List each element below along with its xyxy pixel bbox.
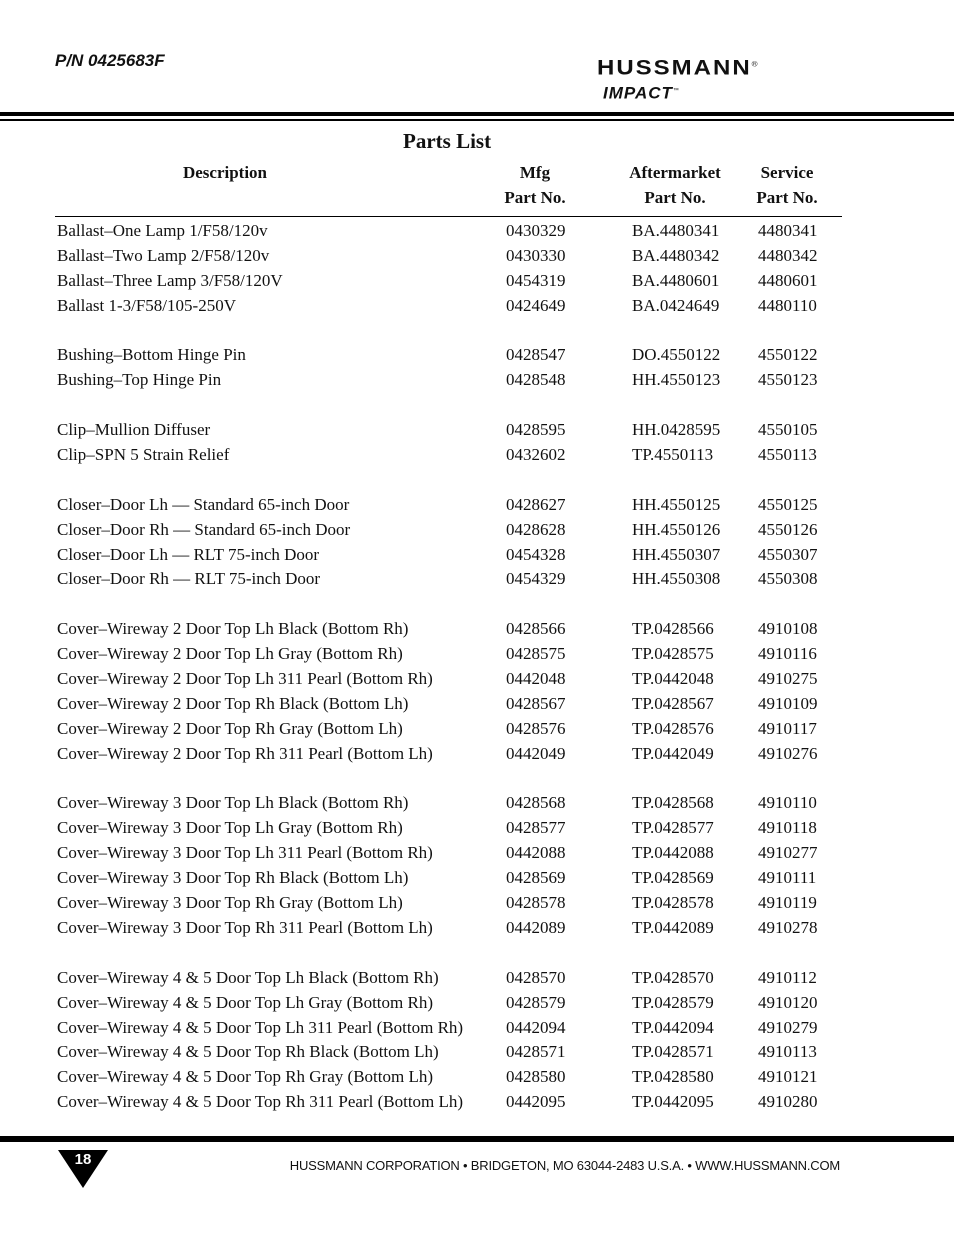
cell-description: Cover–Wireway 4 & 5 Door Top Lh 311 Pearl (Bottom Rh)	[57, 1017, 464, 1037]
parts-table-body	[0, 219, 954, 1115]
cell-aftermarket-part-no: BA.4480601	[632, 270, 720, 290]
cell-mfg-part-no: 0428580	[506, 1067, 566, 1087]
table-row	[0, 543, 954, 568]
table-row	[0, 916, 954, 941]
cell-description: Cover–Wireway 4 & 5 Door Top Lh Black (Bottom Rh)	[57, 967, 439, 987]
cell-aftermarket-part-no: HH.4550308	[632, 569, 721, 589]
column-header-mfg	[490, 160, 580, 210]
cell-mfg-part-no: 0442095	[506, 1092, 566, 1112]
cell-mfg-part-no: 0442088	[506, 843, 566, 863]
cell-service-part-no: 4910278	[758, 917, 818, 937]
table-row	[0, 418, 954, 443]
table-row	[0, 717, 954, 742]
cell-service-part-no: 4480341	[758, 221, 818, 240]
cell-aftermarket-part-no: TP.0428566	[632, 619, 714, 639]
cell-description: Cover–Wireway 2 Door Top Rh Black (Bottom Lh)	[57, 693, 409, 713]
cell-service-part-no: 4910120	[758, 992, 818, 1012]
table-row	[0, 269, 954, 294]
cell-mfg-part-no: 0428578	[506, 893, 566, 913]
cell-service-part-no: 4910109	[758, 693, 818, 713]
cell-service-part-no: 4910118	[758, 818, 817, 838]
cell-service-part-no: 4550113	[758, 445, 817, 465]
cell-mfg-part-no: 0442094	[506, 1017, 566, 1037]
cell-service-part-no: 4910277	[758, 843, 818, 863]
cell-description: Ballast–Two Lamp 2/F58/120v	[57, 245, 270, 265]
cell-mfg-part-no: 0428575	[506, 644, 566, 664]
cell-aftermarket-part-no: TP.0428568	[632, 793, 714, 813]
column-header-mfg-line2: Part No.	[504, 188, 566, 207]
group-spacer	[0, 767, 954, 792]
header-rule-thin	[0, 119, 954, 121]
table-row	[0, 294, 954, 319]
logo-wordmark: HUSSMANN®	[597, 55, 760, 81]
cell-service-part-no: 4550126	[758, 519, 818, 539]
cell-description: Cover–Wireway 3 Door Top Lh Black (Bottom Rh)	[57, 793, 409, 813]
part-number: P/N 0425683F	[55, 51, 165, 70]
cell-mfg-part-no: 0428571	[506, 1042, 566, 1062]
table-row	[0, 617, 954, 642]
table-row	[0, 1016, 954, 1041]
cell-aftermarket-part-no: TP.0442088	[632, 843, 714, 863]
cell-description: Cover–Wireway 2 Door Top Lh Black (Bottom Rh)	[57, 619, 409, 639]
cell-mfg-part-no: 0428568	[506, 793, 566, 813]
cell-service-part-no: 4910280	[758, 1092, 818, 1112]
cell-description: Closer–Door Lh — Standard 65-inch Door	[57, 494, 350, 514]
table-row	[0, 567, 954, 592]
footer-rule	[0, 1136, 954, 1142]
cell-aftermarket-part-no: TP.0428567	[632, 693, 714, 713]
cell-aftermarket-part-no: TP.0428575	[632, 644, 714, 664]
cell-aftermarket-part-no: TP.0442089	[632, 917, 714, 937]
group-spacer	[0, 468, 954, 493]
cell-service-part-no: 4550122	[758, 345, 818, 365]
table-row	[0, 667, 954, 692]
cell-service-part-no: 4480110	[758, 295, 817, 315]
cell-mfg-part-no: 0428570	[506, 967, 566, 987]
cell-description: Closer–Door Rh — RLT 75-inch Door	[57, 569, 321, 589]
cell-description: Cover–Wireway 3 Door Top Rh 311 Pearl (Bottom Lh)	[57, 917, 433, 937]
cell-mfg-part-no: 0428576	[506, 718, 566, 738]
cell-service-part-no: 4910111	[758, 868, 817, 888]
cell-aftermarket-part-no: TP.0428579	[632, 992, 714, 1012]
cell-service-part-no: 4550308	[758, 569, 818, 589]
logo-subbrand: IMPACT™	[603, 83, 680, 103]
table-row	[0, 692, 954, 717]
cell-description: Cover–Wireway 3 Door Top Lh 311 Pearl (Bottom Rh)	[57, 843, 433, 863]
cell-description: Clip–SPN 5 Strain Relief	[57, 445, 230, 465]
cell-service-part-no: 4550105	[758, 420, 818, 440]
cell-aftermarket-part-no: TP.0428576	[632, 718, 714, 738]
cell-mfg-part-no: 0428547	[506, 345, 566, 365]
cell-description: Cover–Wireway 3 Door Top Rh Black (Bottom Lh)	[57, 868, 409, 888]
page-number: 18	[74, 1151, 92, 1168]
table-row	[0, 841, 954, 866]
cell-aftermarket-part-no: TP.0442095	[632, 1092, 714, 1112]
cell-aftermarket-part-no: TP.0428569	[632, 868, 714, 888]
cell-aftermarket-part-no: TP.0442094	[632, 1017, 714, 1037]
cell-mfg-part-no: 0428595	[506, 420, 566, 440]
cell-mfg-part-no: 0428548	[506, 370, 566, 390]
cell-description: Bushing–Bottom Hinge Pin	[57, 345, 246, 365]
cell-service-part-no: 4910119	[758, 893, 817, 913]
table-row	[0, 891, 954, 916]
cell-mfg-part-no: 0428577	[506, 818, 566, 838]
cell-mfg-part-no: 0454328	[506, 544, 566, 564]
cell-description: Cover–Wireway 4 & 5 Door Top Rh Gray (Bottom Lh)	[57, 1067, 434, 1087]
table-row	[0, 991, 954, 1016]
column-header-aftermarket	[620, 160, 730, 210]
column-header-service-line2: Part No.	[756, 188, 818, 207]
cell-mfg-part-no: 0428567	[506, 693, 566, 713]
cell-aftermarket-part-no: TP.0442049	[632, 743, 714, 763]
table-row	[0, 791, 954, 816]
hussmann-impact-logo	[597, 54, 797, 103]
cell-aftermarket-part-no: HH.4550123	[632, 370, 721, 390]
cell-mfg-part-no: 0432602	[506, 445, 566, 465]
column-header-service-line1: Service	[760, 163, 814, 182]
table-row	[0, 343, 954, 368]
cell-description: Ballast 1-3/F58/105-250V	[57, 295, 236, 315]
cell-mfg-part-no: 0442089	[506, 917, 566, 937]
cell-mfg-part-no: 0428628	[506, 519, 566, 539]
cell-description: Ballast–Three Lamp 3/F58/120V	[57, 270, 283, 290]
cell-service-part-no: 4910117	[758, 718, 817, 738]
cell-service-part-no: 4550125	[758, 494, 818, 514]
cell-description: Cover–Wireway 4 & 5 Door Top Rh 311 Pearl (Bottom Lh)	[57, 1092, 464, 1112]
cell-service-part-no: 4480342	[758, 245, 818, 265]
cell-description: Closer–Door Lh — RLT 75-inch Door	[57, 544, 320, 564]
cell-mfg-part-no: 0442049	[506, 743, 566, 763]
table-row	[0, 1040, 954, 1065]
table-row	[0, 518, 954, 543]
cell-mfg-part-no: 0430330	[506, 245, 566, 265]
table-row	[0, 368, 954, 393]
column-header-aftermarket-line2: Part No.	[644, 188, 706, 207]
cell-mfg-part-no: 0454329	[506, 569, 566, 589]
cell-description: Cover–Wireway 2 Door Top Lh 311 Pearl (Bottom Rh)	[57, 669, 433, 689]
cell-service-part-no: 4550307	[758, 544, 818, 564]
table-row	[0, 866, 954, 891]
cell-aftermarket-part-no: TP.0428578	[632, 893, 714, 913]
cell-aftermarket-part-no: BA.4480342	[632, 245, 720, 265]
group-spacer	[0, 319, 954, 344]
footer-company-line: HUSSMANN CORPORATION • BRIDGETON, MO 63044-2483 U.S.A. • WWW.HUSSMANN.COM	[289, 1158, 840, 1173]
cell-description: Cover–Wireway 2 Door Top Rh 311 Pearl (Bottom Lh)	[57, 743, 433, 763]
cell-aftermarket-part-no: TP.0442048	[632, 669, 714, 689]
group-spacer	[0, 941, 954, 966]
cell-service-part-no: 4550123	[758, 370, 818, 390]
cell-aftermarket-part-no: HH.4550126	[632, 519, 721, 539]
cell-description: Bushing–Top Hinge Pin	[57, 370, 222, 390]
cell-mfg-part-no: 0454319	[506, 270, 566, 290]
cell-mfg-part-no: 0442048	[506, 669, 566, 689]
table-row	[0, 966, 954, 991]
cell-mfg-part-no: 0424649	[506, 295, 566, 315]
cell-aftermarket-part-no: TP.0428571	[632, 1042, 714, 1062]
cell-service-part-no: 4910276	[758, 743, 818, 763]
column-header-service	[742, 160, 832, 210]
cell-aftermarket-part-no: HH.4550125	[632, 494, 721, 514]
cell-service-part-no: 4910113	[758, 1042, 817, 1062]
cell-mfg-part-no: 0428569	[506, 868, 566, 888]
cell-service-part-no: 4910121	[758, 1067, 818, 1087]
cell-aftermarket-part-no: BA.0424649	[632, 295, 720, 315]
cell-mfg-part-no: 0428579	[506, 992, 566, 1012]
cell-description: Cover–Wireway 2 Door Top Lh Gray (Bottom Rh)	[57, 644, 403, 664]
column-header-mfg-line1: Mfg	[519, 163, 551, 182]
table-row	[0, 244, 954, 269]
cell-mfg-part-no: 0428627	[506, 494, 566, 514]
header-underline	[55, 216, 842, 217]
cell-aftermarket-part-no: HH.0428595	[632, 420, 721, 440]
cell-service-part-no: 4910116	[758, 644, 817, 664]
cell-description: Clip–Mullion Diffuser	[57, 420, 211, 440]
group-spacer	[0, 592, 954, 617]
cell-service-part-no: 4910275	[758, 669, 818, 689]
table-row	[0, 443, 954, 468]
cell-description: Ballast–One Lamp 1/F58/120v	[57, 221, 268, 240]
cell-service-part-no: 4910108	[758, 619, 818, 639]
table-row	[0, 642, 954, 667]
table-row	[0, 219, 954, 244]
cell-aftermarket-part-no: TP.0428570	[632, 967, 714, 987]
cell-mfg-part-no: 0430329	[506, 221, 566, 240]
cell-aftermarket-part-no: TP.0428580	[632, 1067, 714, 1087]
page-title: Parts List	[403, 129, 492, 153]
table-row	[0, 1090, 954, 1115]
header-rule-thick	[0, 112, 954, 116]
column-header-description: Description	[182, 163, 268, 182]
cell-aftermarket-part-no: TP.0428577	[632, 818, 714, 838]
cell-aftermarket-part-no: DO.4550122	[632, 345, 721, 365]
cell-service-part-no: 4480601	[758, 270, 818, 290]
cell-description: Cover–Wireway 4 & 5 Door Top Rh Black (Bottom Lh)	[57, 1042, 439, 1062]
column-header-aftermarket-line1: Aftermarket	[629, 163, 721, 182]
cell-description: Cover–Wireway 3 Door Top Lh Gray (Bottom Rh)	[57, 818, 403, 838]
cell-description: Cover–Wireway 3 Door Top Rh Gray (Bottom Lh)	[57, 893, 403, 913]
cell-service-part-no: 4910110	[758, 793, 817, 813]
cell-service-part-no: 4910112	[758, 967, 817, 987]
cell-mfg-part-no: 0428566	[506, 619, 566, 639]
table-row	[0, 742, 954, 767]
cell-description: Cover–Wireway 2 Door Top Rh Gray (Bottom Lh)	[57, 718, 403, 738]
cell-description: Cover–Wireway 4 & 5 Door Top Lh Gray (Bottom Rh)	[57, 992, 434, 1012]
table-row	[0, 1065, 954, 1090]
cell-service-part-no: 4910279	[758, 1017, 818, 1037]
table-row	[0, 816, 954, 841]
group-spacer	[0, 393, 954, 418]
cell-description: Closer–Door Rh — Standard 65-inch Door	[57, 519, 351, 539]
cell-aftermarket-part-no: BA.4480341	[632, 221, 720, 240]
cell-aftermarket-part-no: TP.4550113	[632, 445, 714, 465]
table-row	[0, 493, 954, 518]
cell-aftermarket-part-no: HH.4550307	[632, 544, 721, 564]
